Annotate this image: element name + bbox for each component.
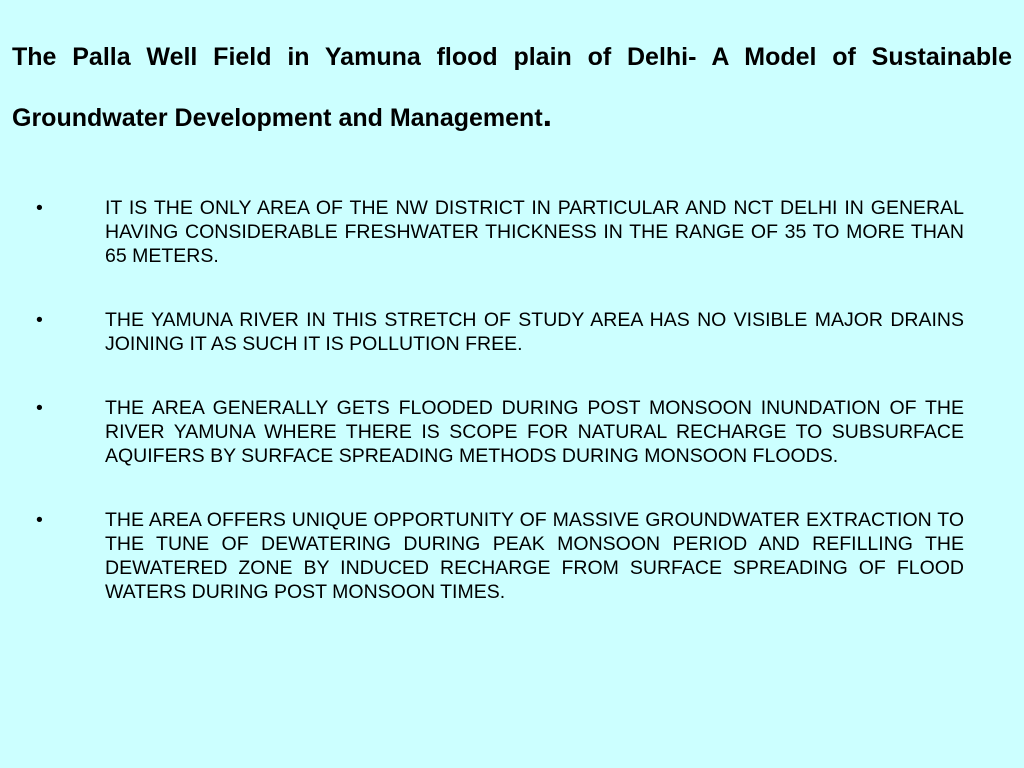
bullet-item — [36, 396, 964, 468]
bullet-item — [36, 196, 964, 268]
bullet-icon: • — [36, 309, 43, 331]
bullet-item — [36, 308, 964, 356]
bullet-text: THE AREA OFFERS UNIQUE OPPORTUNITY OF MASSIVE GROUNDWATER EXTRACTION TO THE TUNE OF DEWATERING DURING PEAK MONSOON PERIOD AND REFILLING THE DEWATERED ZONE BY INDUCED RECHARGE FROM SURFACE SPREADING OF FLOOD WATERS DURING POST MONSOON TIMES. — [105, 509, 964, 603]
bullet-icon: • — [36, 397, 43, 419]
bullet-text: THE YAMUNA RIVER IN THIS STRETCH OF STUDY AREA HAS NO VISIBLE MAJOR DRAINS JOINING IT AS SUCH IT IS POLLUTION FREE. — [105, 309, 964, 355]
slide-title-period: . — [542, 96, 553, 134]
bullet-text: THE AREA GENERALLY GETS FLOODED DURING POST MONSOON INUNDATION OF THE RIVER YAMUNA WHERE THERE IS SCOPE FOR NATURAL RECHARGE TO SUBSURFACE AQUIFERS BY SURFACE SPREADING METHODS DURING MONSOON FLOODS. — [105, 397, 964, 467]
bullet-list — [36, 196, 964, 644]
slide-title-text: The Palla Well Field in Yamuna flood plain of Delhi- A Model of Sustainable Groundwater Development and Management — [12, 43, 1012, 132]
bullet-text: IT IS THE ONLY AREA OF THE NW DISTRICT IN PARTICULAR AND NCT DELHI IN GENERAL HAVING CONSIDERABLE FRESHWATER THICKNESS IN THE RANGE OF 35 TO MORE THAN 65 METERS. — [105, 197, 964, 267]
bullet-icon: • — [36, 509, 43, 531]
slide-title — [12, 28, 1012, 147]
bullet-icon: • — [36, 197, 43, 219]
bullet-item — [36, 508, 964, 604]
